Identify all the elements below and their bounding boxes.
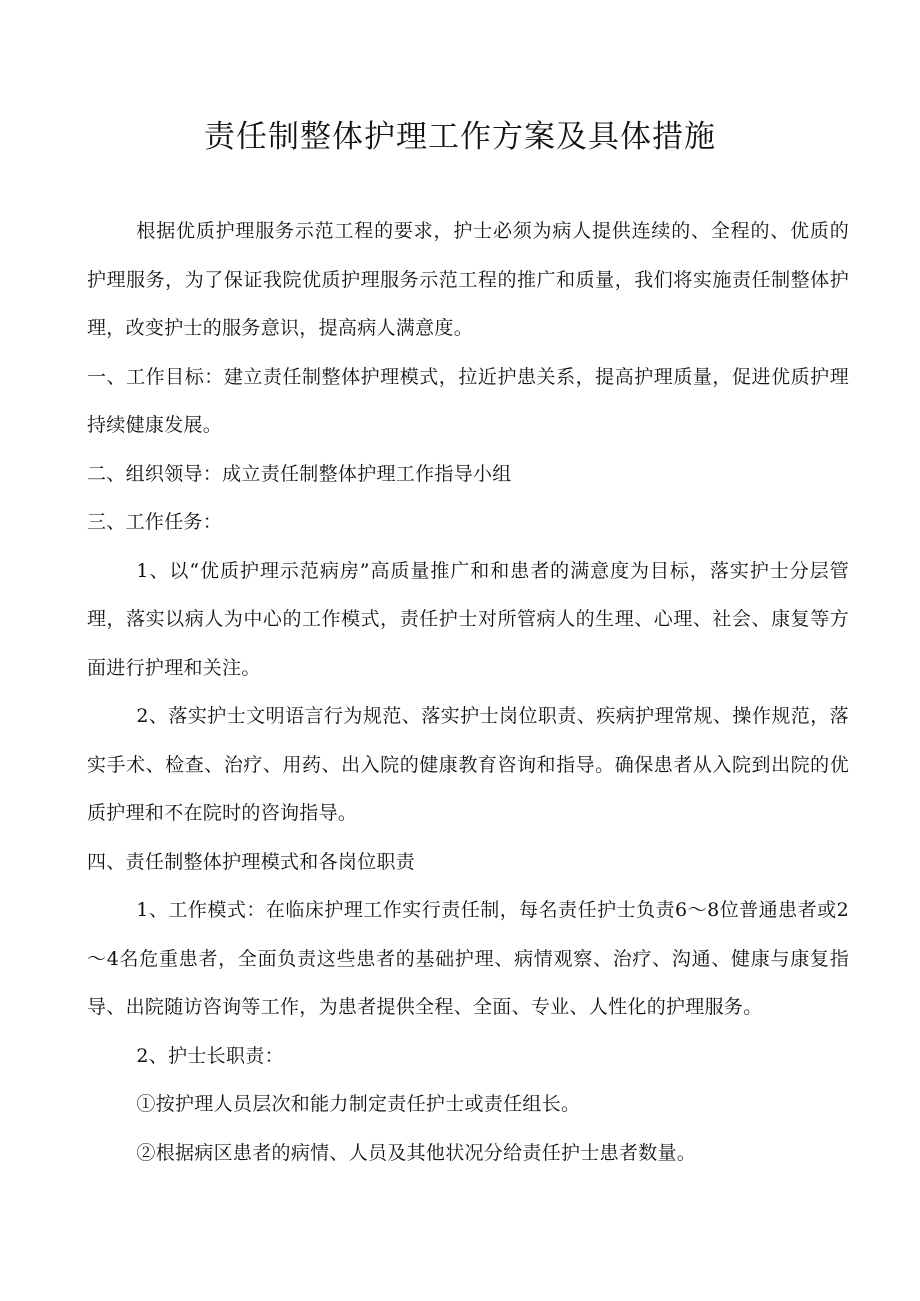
intro-paragraph: 根据优质护理服务示范工程的要求，护士必须为病人提供连续的、全程的、优质的护理服务，为了保证我院优质护理服务示范工程的推广和质量，我们将实施责任制整体护理，改变护士的服务意识，提高病人满意度。 xyxy=(87,220,849,339)
duty-item-2: 2、护士长职责： xyxy=(136,1044,284,1067)
document-body xyxy=(87,207,849,1177)
duty-item-1: 1、工作模式：在临床护理工作实行责任制，每名责任护士负责6～8位普通患者或2～4名危重患者，全面负责这些患者的基础护理、病情观察、治疗、沟通、健康与康复指导、出院随访咨询等工作，为患者提供全程、全面、专业、人性化的护理服务。 xyxy=(87,899,849,1018)
task-item-2: 2、落实护士文明语言行为规范、落实护士岗位职责、疾病护理常规、操作规范，落实手术、检查、治疗、用药、出入院的健康教育咨询和指导。确保患者从入院到出院的优质护理和不在院时的咨询指导。 xyxy=(87,705,849,824)
task-item-1: 1、以“优质护理示范病房”高质量推广和和患者的满意度为目标，落实护士分层管理，落实以病人为中心的工作模式，责任护士对所管病人的生理、心理、社会、康复等方面进行护理和关注。 xyxy=(87,559,849,679)
head-nurse-duty-1: ①按护理人员层次和能力制定责任护士或责任组长。 xyxy=(136,1093,581,1115)
section-2-organization: 二、组织领导：成立责任制整体护理工作指导小组 xyxy=(87,462,512,485)
section-3-heading: 三、工作任务： xyxy=(87,511,223,533)
document-title: 责任制整体护理工作方案及具体措施 xyxy=(204,119,716,155)
section-1-goal: 一、工作目标：建立责任制整体护理模式，拉近护患关系，提高护理质量，促进优质护理持续健康发展。 xyxy=(87,365,849,436)
section-4-heading: 四、责任制整体护理模式和各岗位职责 xyxy=(87,850,416,873)
head-nurse-duty-2: ②根据病区患者的病情、人员及其他状况分给责任护士患者数量。 xyxy=(136,1141,697,1164)
